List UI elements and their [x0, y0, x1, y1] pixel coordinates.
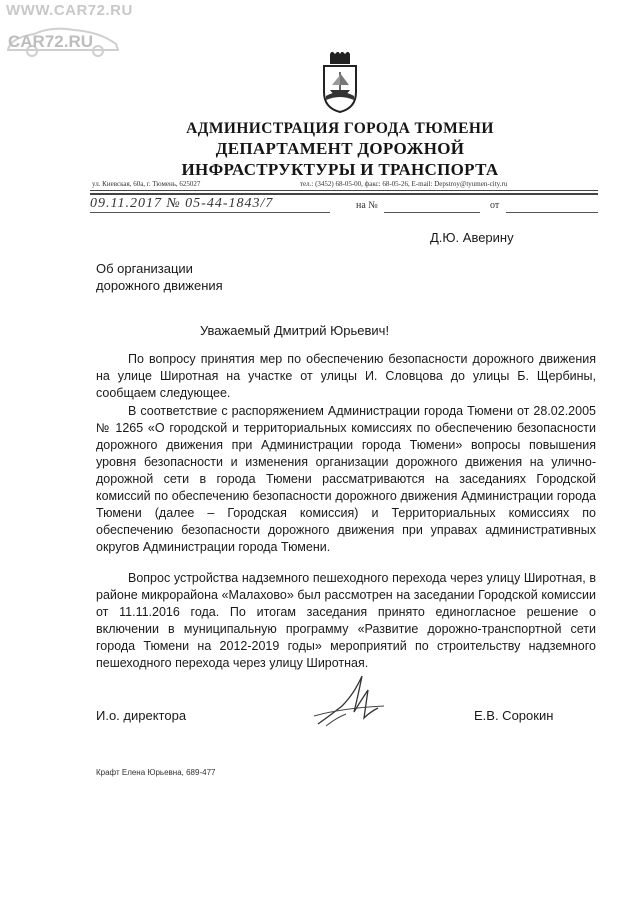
signatory-title: И.о. директора	[96, 708, 187, 723]
org-contacts: тел.: (3452) 68-05-00, факс: 68-05-26, E-mail: Depstroy@tyumen-city.ru	[300, 180, 508, 188]
recipient: Д.Ю. Аверину	[430, 230, 514, 245]
body-paragraph-1	[96, 351, 596, 402]
city-coat-of-arms-icon	[318, 52, 362, 114]
watermark-url: WWW.CAR72.RU	[6, 2, 133, 19]
org-name-line3: ИНФРАСТРУКТУРЫ И ТРАНСПОРТА	[181, 160, 499, 179]
reply-date-label: от	[490, 200, 500, 211]
handwritten-signature	[312, 668, 388, 730]
reply-to-underline	[384, 212, 480, 213]
org-address: ул. Киевская, 60а, г. Тюмень, 625027	[92, 180, 201, 188]
header-divider	[90, 190, 598, 191]
org-name-line1: АДМИНИСТРАЦИЯ ГОРОДА ТЮМЕНИ	[186, 120, 494, 137]
subject-line2: дорожного движения	[96, 278, 223, 293]
registration-underline	[90, 212, 330, 213]
reply-date-underline	[506, 212, 598, 213]
subject	[96, 260, 223, 294]
document-author: Крафт Елена Юрьевна, 689-477	[96, 768, 216, 777]
greeting: Уважаемый Дмитрий Юрьевич!	[200, 323, 390, 338]
body-text-2: В соответствие с распоряжением Администрации города Тюмени от 28.02.2005 № 1265 «О городской и территориальных комиссиях по обеспечению безопасности дорожного движения при Администрации города Тюмени» вопросы повышения уровня безопасности и изменения организации дорожного движения на улично-дорожной сети в города Тюмени рассматриваются на заседаниях Городской комиссий по обеспечению безопасности дорожного движения Администрации города Тюмени (далее – Городская комиссия) и Территориальных комиссиях по обеспечению безопасности дорожного движения при управах административных округов Администрации города Тюмени.	[96, 404, 596, 554]
subject-line1: Об организации	[96, 261, 193, 276]
watermark-logo-text: CAR72.RU	[8, 32, 94, 51]
body-text-1: По вопросу принятия мер по обеспечению безопасности дорожного движения на улице Широтная на участке от улицы И. Словцова до улицы Б. Щербины, сообщаем следующее.	[96, 352, 596, 400]
body-text-3: Вопрос устройства надземного пешеходного перехода через улицу Широтная, в районе микрорайона «Малахово» был рассмотрен на заседании Городской комиссии от 11.11.2016 года. По итогам заседания принято единогласное решение о включении в муниципальную программу «Развитие дорожно-транспортной сети города Тюмени на 2012-2019 годы» мероприятий по строительству надземного пешеходного перехода через улицу Широтная.	[96, 571, 596, 670]
reply-to-label: на №	[356, 200, 378, 211]
registration-number: 09.11.2017 № 05-44-1843/7	[90, 196, 274, 211]
header-divider-thick	[90, 193, 598, 195]
signatory-name: Е.В. Сорокин	[474, 708, 554, 723]
body-paragraph-2	[96, 403, 596, 556]
org-name-line2: ДЕПАРТАМЕНТ ДОРОЖНОЙ	[215, 139, 465, 158]
body-paragraph-3	[96, 570, 596, 672]
